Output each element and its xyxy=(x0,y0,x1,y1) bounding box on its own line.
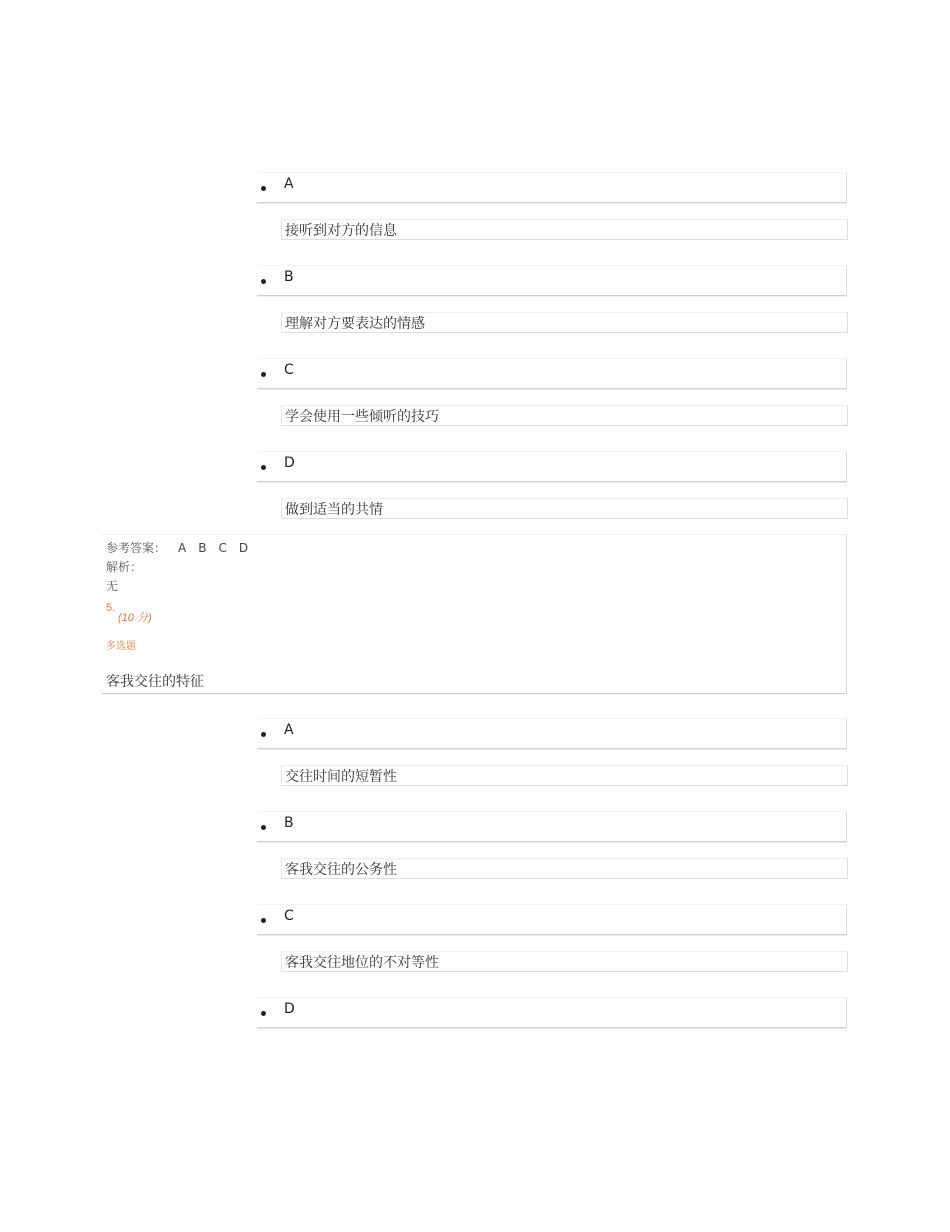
option-text-a xyxy=(281,219,848,240)
reference-answer-letter: B xyxy=(198,541,207,555)
option-letter: D xyxy=(284,455,295,471)
option-text-label: 做到适当的共情 xyxy=(285,502,383,518)
option-text-d xyxy=(281,498,848,519)
option-letter: D xyxy=(284,1001,295,1017)
bullet-icon xyxy=(261,186,266,191)
bullet-icon xyxy=(261,279,266,284)
option-row-b[interactable] xyxy=(257,265,847,296)
option-letter: C xyxy=(284,362,294,378)
option-text-c xyxy=(281,951,848,972)
reference-answer-label: 参考答案： xyxy=(106,541,167,555)
bullet-icon xyxy=(261,372,266,377)
option-letter: B xyxy=(284,269,294,285)
option-text-b xyxy=(281,312,848,333)
option-row-d[interactable] xyxy=(257,451,847,482)
option-text-label: 学会使用一些倾听的技巧 xyxy=(285,409,439,425)
option-letter: B xyxy=(284,815,294,831)
option-letter: A xyxy=(284,176,294,192)
option-text-label: 接听到对方的信息 xyxy=(285,223,397,239)
question-score: (10 分) xyxy=(118,612,152,624)
question-stem: 客我交往的特征 xyxy=(106,674,204,690)
option-text-label: 交往时间的短暂性 xyxy=(285,769,397,785)
reference-answer-letter: C xyxy=(218,541,227,555)
option-text-label: 客我交往的公务性 xyxy=(285,862,397,878)
option-text-label: 客我交往地位的不对等性 xyxy=(285,955,439,971)
option-text-c xyxy=(281,405,848,426)
bullet-icon xyxy=(261,918,266,923)
option-row-a[interactable] xyxy=(257,718,847,749)
reference-answer xyxy=(106,539,248,556)
option-row-c[interactable] xyxy=(257,904,847,935)
answer-and-question-box xyxy=(102,534,847,694)
option-text-b xyxy=(281,858,848,879)
option-letter: A xyxy=(284,722,294,738)
option-letter: C xyxy=(284,908,294,924)
option-row-a[interactable] xyxy=(257,172,847,203)
option-text-label: 理解对方要表达的情感 xyxy=(285,316,425,332)
bullet-icon xyxy=(261,732,266,737)
bullet-icon xyxy=(261,465,266,470)
option-row-b[interactable] xyxy=(257,811,847,842)
reference-answer-letter: D xyxy=(238,541,249,555)
option-text-a xyxy=(281,765,848,786)
question-number: 5. xyxy=(106,602,116,614)
analysis-label: 解析： xyxy=(106,560,143,574)
reference-answer-letters xyxy=(166,541,248,555)
reference-answer-letter: A xyxy=(178,541,187,555)
bullet-icon xyxy=(261,825,266,830)
question-type: 多选题 xyxy=(106,641,136,652)
option-row-d[interactable] xyxy=(257,997,847,1028)
option-row-c[interactable] xyxy=(257,358,847,389)
analysis-text: 无 xyxy=(106,579,119,593)
bullet-icon xyxy=(261,1011,266,1016)
